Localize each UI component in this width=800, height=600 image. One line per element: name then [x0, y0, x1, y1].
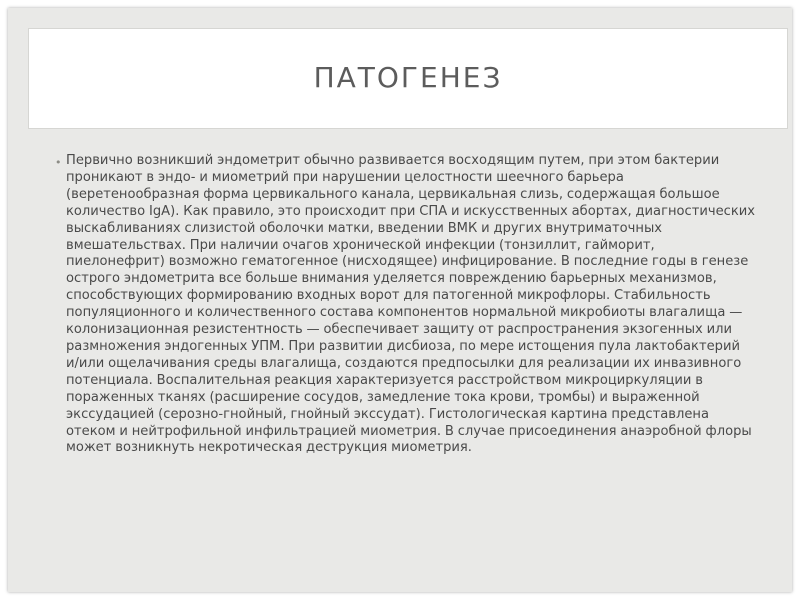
- bullet-icon: •: [55, 156, 62, 169]
- slide-content: [55, 153, 756, 457]
- body-paragraph: Первично возникший эндометрит обычно развивается восходящим путем, при этом бактерии проникают в эндо- и миометрий при нарушении целостности шеечного барьера (веретенообразная форма цервикального канала, цервикальная слизь, содержащая большое количество IgA). Как правило, это происходит при СПА и искусственных абортах, диагностических выскабливаниях слизистой оболочки матки, введении ВМК и других внутриматочных вмешательствах. При наличии очагов хронической инфекции (тонзиллит, гайморит, пиелонефрит) возможно гематогенное (нисходящее) инфицирование. В последние годы в генезе острого эндометрита все больше внимания уделяется повреждению барьерных механизмов, способствующих формированию входных ворот для патогенной микрофлоры. Стабильность популяционного и количественного состава компонентов нормальной микробиоты влагалища — колонизационная резистентность — обеспечивает защиту от распространения экзогенных или размножения эндогенных УПМ. При развитии дисбиоза, по мере истощения пула лактобактерий и/или ощелачивания среды влагалища, создаются предпосылки для реализации их инвазивного потенциала. Воспалительная реакция характеризуется расстройством микроциркуляции в пораженных тканях (расширение сосудов, замедление тока крови, тромбы) и выраженной экссудацией (серозно-гнойный, гнойный экссудат). Гистологическая картина представлена отеком и нейтрофильной инфильтрацией миометрия. В случае присоединения анаэробной флоры может возникнуть некротическая деструкция миометрия.: [66, 153, 756, 456]
- slide: [8, 8, 792, 592]
- slide-title: ПАТОГЕНЕЗ: [313, 61, 503, 94]
- title-box: [28, 28, 788, 129]
